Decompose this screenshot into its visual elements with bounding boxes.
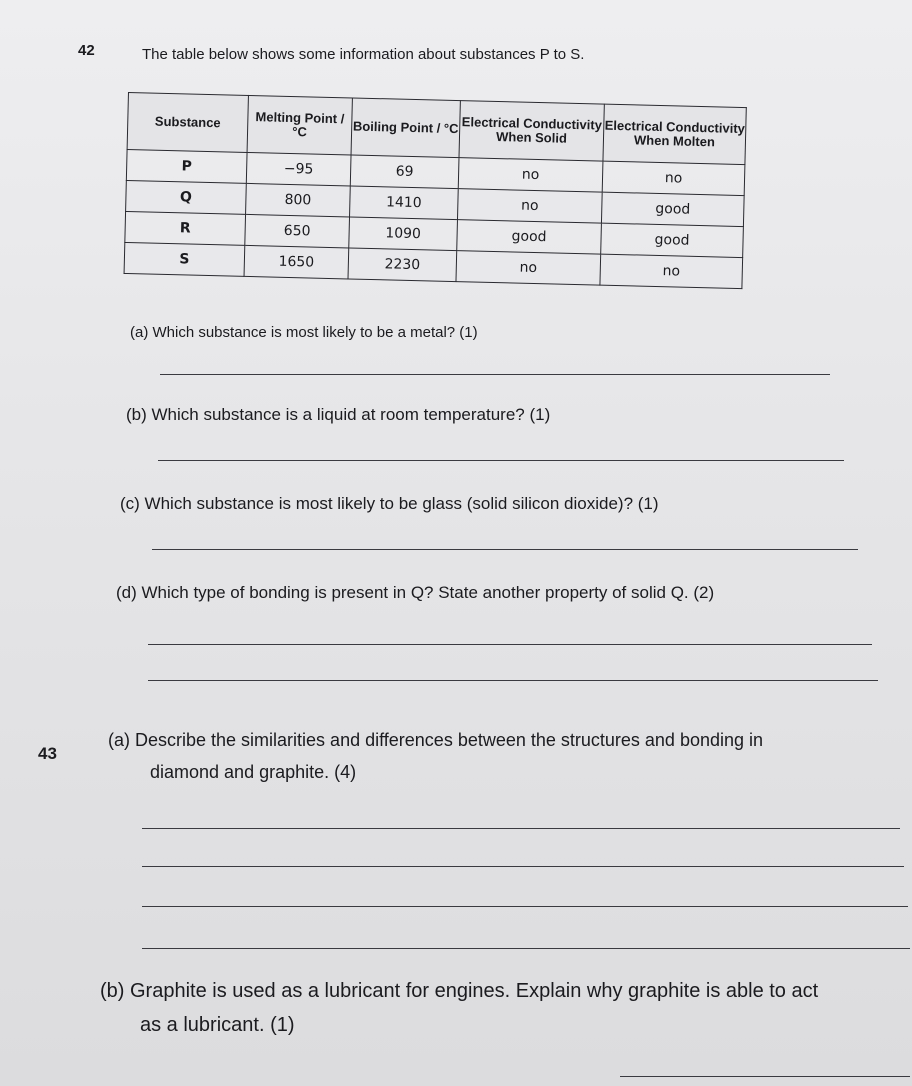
answer-line-42b[interactable] <box>158 460 844 461</box>
table-cell: 650 <box>245 214 350 248</box>
table-cell: no <box>457 189 602 224</box>
substances-table <box>124 92 747 289</box>
question-43b-line2: as a lubricant. (1) <box>140 1014 295 1036</box>
answer-line-43a-4[interactable] <box>142 948 910 949</box>
header-conductivity-solid: Electrical Conductivity When Solid <box>459 101 604 162</box>
table-cell: R <box>125 211 246 245</box>
question-43b-line1: (b) Graphite is used as a lubricant for engines. Explain why graphite is able to act <box>100 980 819 1002</box>
answer-line-42d-2[interactable] <box>148 680 878 681</box>
question-number-42: 42 <box>78 42 95 59</box>
table-cell: no <box>456 251 601 286</box>
table-cell: 1090 <box>349 217 458 251</box>
answer-line-43a-2[interactable] <box>142 866 904 867</box>
table-cell: 800 <box>246 183 351 217</box>
table-cell: good <box>601 223 744 257</box>
table-cell: 1650 <box>244 245 349 279</box>
table-cell: no <box>600 254 743 288</box>
header-substance: Substance <box>127 93 248 153</box>
question-42a: (a) Which substance is most likely to be a metal? (1) <box>130 324 478 341</box>
question-42-intro: The table below shows some information about substances P to S. <box>142 46 585 63</box>
table-cell: no <box>458 158 603 193</box>
table-cell: good <box>457 220 602 255</box>
table-cell: 69 <box>350 155 459 189</box>
answer-line-43a-3[interactable] <box>142 906 908 907</box>
table-cell: P <box>126 149 247 183</box>
answer-line-43a-1[interactable] <box>142 828 900 829</box>
question-42b: (b) Which substance is a liquid at room temperature? (1) <box>126 405 551 424</box>
table-cell: 2230 <box>348 248 457 282</box>
question-42c: (c) Which substance is most likely to be glass (solid silicon dioxide)? (1) <box>120 494 659 513</box>
question-42d: (d) Which type of bonding is present in Q? State another property of solid Q. (2) <box>116 583 715 602</box>
question-number-43: 43 <box>38 744 57 763</box>
header-conductivity-molten: Electrical Conductivity When Molten <box>603 104 746 164</box>
question-43a-line1: (a) Describe the similarities and differences between the structures and bonding in <box>108 730 764 750</box>
header-melting-point: Melting Point / °C <box>247 95 352 155</box>
table-cell: no <box>602 161 745 195</box>
answer-line-42c[interactable] <box>152 549 858 550</box>
answer-line-43b[interactable] <box>620 1076 910 1077</box>
answer-line-42a[interactable] <box>160 374 830 375</box>
table-cell: S <box>124 242 245 276</box>
question-43a-line2: diamond and graphite. (4) <box>150 762 357 782</box>
table-cell: 1410 <box>350 186 459 220</box>
answer-line-42d-1[interactable] <box>148 644 872 645</box>
header-boiling-point: Boiling Point / °C <box>351 98 460 158</box>
table-cell: good <box>601 192 744 226</box>
table-cell: Q <box>126 180 247 214</box>
table-cell: −95 <box>246 152 351 186</box>
